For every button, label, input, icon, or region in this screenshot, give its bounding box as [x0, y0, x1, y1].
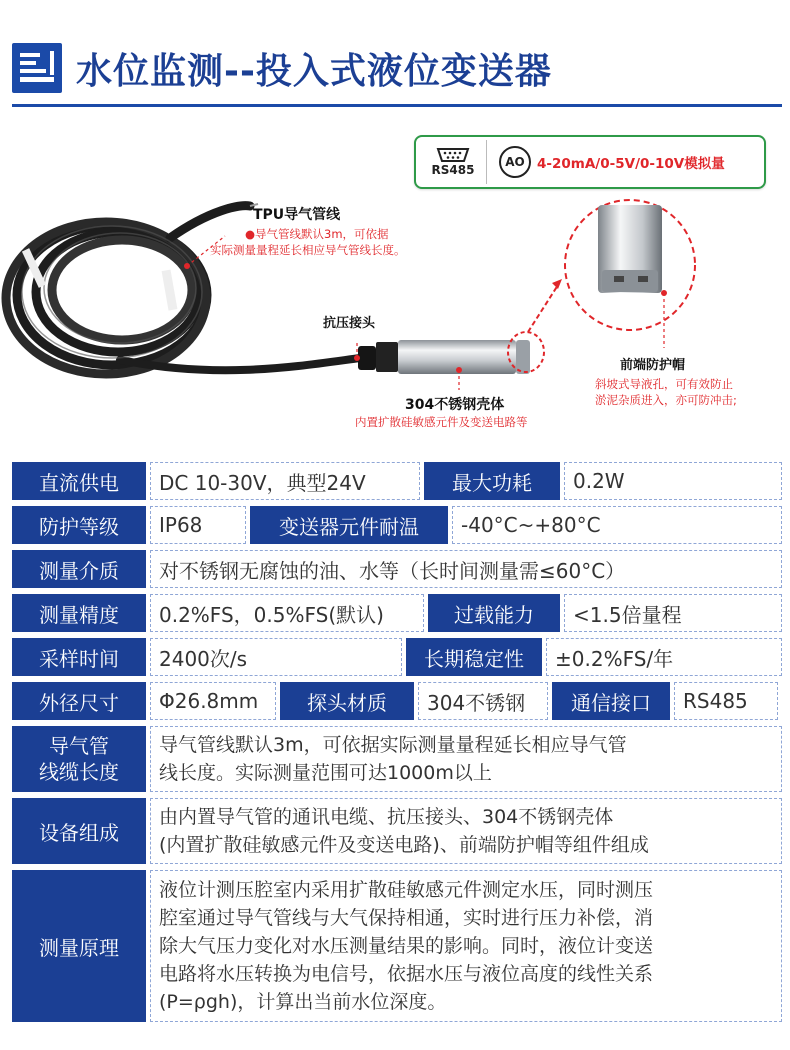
- spec-label: 通信接口: [552, 682, 670, 720]
- spec-label: 变送器元件耐温: [250, 506, 448, 544]
- steel-shell-desc: 内置扩散硅敏感元件及变送电路等: [355, 415, 528, 429]
- spec-row-sampling: [12, 638, 782, 676]
- page-header: [12, 38, 552, 98]
- rs485-block: [420, 140, 487, 184]
- spec-value: [150, 870, 782, 1022]
- spec-label: 测量精度: [12, 594, 146, 632]
- spec-value-line: (内置扩散硅敏感元件及变送电路)、前端防护帽等组件组成: [159, 834, 649, 856]
- spec-value: RS485: [674, 682, 778, 720]
- spec-label: 测量原理: [12, 870, 146, 1022]
- spec-label: 外径尺寸: [12, 682, 146, 720]
- spec-label: 直流供电: [12, 462, 146, 500]
- water-level-icon: [12, 43, 62, 93]
- header-divider: [12, 104, 782, 107]
- front-cap-title: 前端防护帽: [620, 358, 686, 373]
- spec-value-line: 线长度。实际测量范围可达1000m以上: [159, 762, 492, 784]
- spec-label: 采样时间: [12, 638, 146, 676]
- rs485-label: RS485: [431, 163, 475, 177]
- spec-value: [150, 798, 782, 864]
- page-title: 水位监测--投入式液位变送器: [76, 50, 552, 92]
- front-cap-desc-line1: 斜坡式导液孔，可有效防止: [595, 377, 733, 391]
- spec-row-accuracy: [12, 594, 782, 632]
- tpu-cable-title: TPU导气管线: [253, 207, 341, 223]
- ao-icon: AO: [499, 146, 531, 178]
- spec-row-power: [12, 462, 782, 500]
- spec-value: -40°C~+80°C: [452, 506, 782, 544]
- spec-label: 最大功耗: [424, 462, 560, 500]
- spec-value: ±0.2%FS/年: [546, 638, 782, 676]
- spec-value-line: (P=ρgh)，计算出当前水位深度。: [159, 991, 447, 1013]
- spec-label: 测量介质: [12, 550, 146, 588]
- spec-value: DC 10-30V，典型24V: [150, 462, 420, 500]
- spec-value: 对不锈钢无腐蚀的油、水等（长时间测量需≤60°C）: [150, 550, 782, 588]
- serial-port-icon: [436, 147, 470, 163]
- spec-row-dimension: [12, 682, 782, 720]
- spec-row-protection: [12, 506, 782, 544]
- spec-value-line: 液位计测压腔室内采用扩散硅敏感元件测定水压，同时测压: [159, 879, 654, 901]
- spec-value: 304不锈钢: [418, 682, 548, 720]
- spec-row-composition: [12, 798, 782, 864]
- steel-shell-title: 304不锈钢壳体: [405, 397, 505, 413]
- spec-label: 防护等级: [12, 506, 146, 544]
- spec-label: 长期稳定性: [406, 638, 542, 676]
- spec-label: [12, 726, 146, 792]
- spec-row-medium: [12, 550, 782, 588]
- tpu-cable-desc-line2: 实际测量量程延长相应导气管线长度。: [210, 243, 406, 257]
- spec-value: IP68: [150, 506, 246, 544]
- spec-label: 探头材质: [280, 682, 414, 720]
- spec-value: 0.2W: [564, 462, 782, 500]
- spec-label: 设备组成: [12, 798, 146, 864]
- spec-row-principle: [12, 870, 782, 1022]
- spec-value: Φ26.8mm: [150, 682, 276, 720]
- tpu-cable-desc-line1: ●导气管线默认3m，可依据: [245, 227, 389, 241]
- spec-value-line: 腔室通过导气管线与大气保持相通，实时进行压力补偿，消: [159, 907, 654, 929]
- spec-value: 2400次/s: [150, 638, 402, 676]
- spec-value-line: 由内置导气管的通讯电缆、抗压接头、304不锈钢壳体: [159, 806, 614, 828]
- spec-value: [150, 726, 782, 792]
- spec-value-line: 导气管线默认3m，可依据实际测量量程延长相应导气管: [159, 734, 627, 756]
- spec-label-line: 导气管: [49, 734, 109, 758]
- spec-value-line: 电路将水压转换为电信号，依据水压与液位高度的线性关系: [159, 963, 654, 985]
- pressure-joint-label: 抗压接头: [323, 316, 376, 331]
- spec-value: <1.5倍量程: [564, 594, 782, 632]
- spec-value: 0.2%FS，0.5%FS(默认): [150, 594, 424, 632]
- spec-row-cable-length: [12, 726, 782, 792]
- spec-label-line: 线缆长度: [39, 760, 119, 784]
- spec-label: 过载能力: [428, 594, 560, 632]
- front-cap-desc-line2: 淤泥杂质进入，亦可防冲击;: [595, 393, 737, 407]
- analog-output-text: 4-20mA/0-5V/0-10V模拟量: [537, 156, 725, 172]
- spec-value-line: 除大气压力变化对水压测量结果的影响。同时，液位计变送: [159, 935, 654, 957]
- product-illustration: [0, 180, 790, 440]
